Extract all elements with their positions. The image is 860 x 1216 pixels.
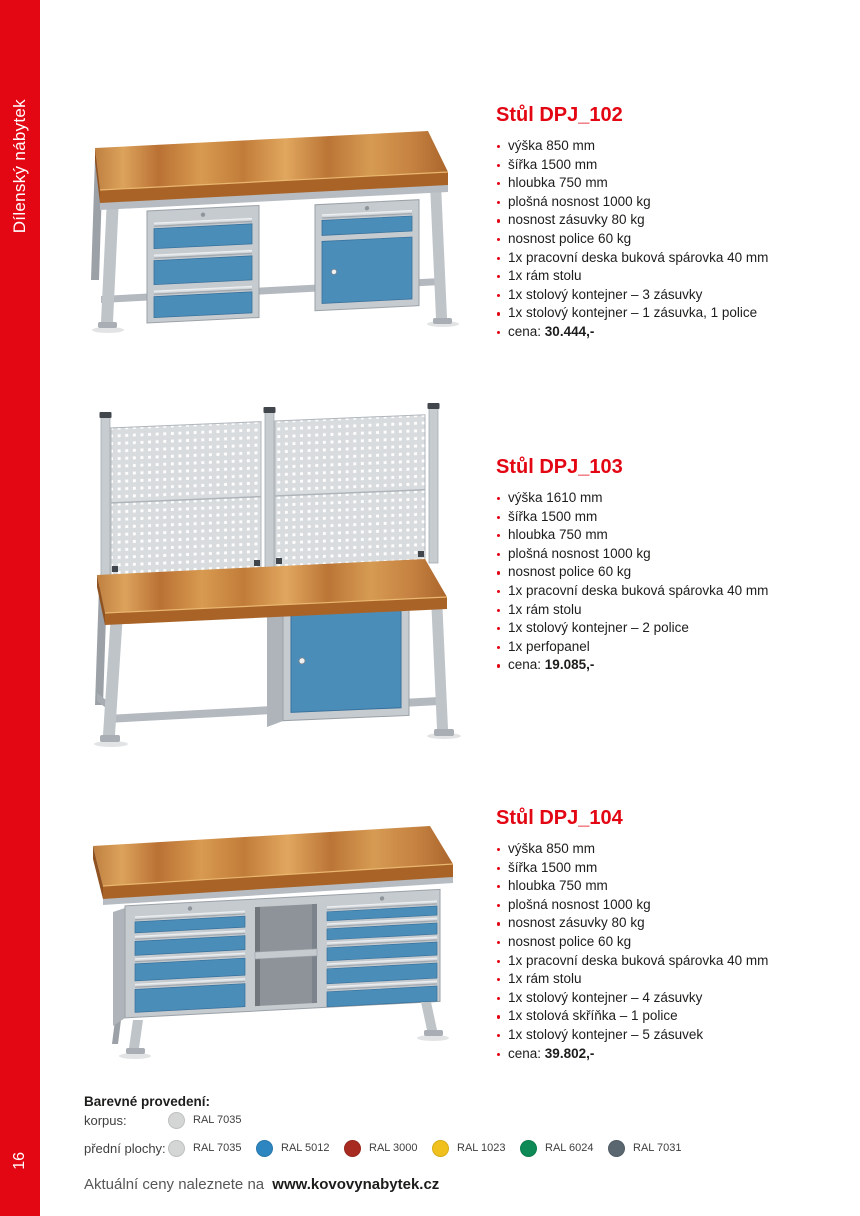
- spec-item: nosnost police 60 kg: [496, 933, 856, 952]
- product-image-dpj-102: [85, 128, 460, 353]
- sidebar-category-label: Dílenský nábytek: [10, 99, 29, 234]
- swatch-color-dot: [256, 1140, 273, 1157]
- color-row-korpus: [84, 1110, 256, 1130]
- spec-item: šířka 1500 mm: [496, 508, 856, 527]
- footer: [84, 1176, 439, 1193]
- swatch-color-dot: [608, 1140, 625, 1157]
- spec-item: 1x stolový kontejner – 1 zásuvka, 1 police: [496, 304, 856, 323]
- spec-item: 1x stolová skříňka – 1 police: [496, 1007, 856, 1026]
- spec-item: 1x stolový kontejner – 5 zásuvek: [496, 1026, 856, 1045]
- spec-item: 1x stolový kontejner – 3 zásuvky: [496, 286, 856, 305]
- color-swatch-ral-6024: [520, 1140, 608, 1157]
- spec-item: 1x rám stolu: [496, 267, 856, 286]
- price-label: cena:: [508, 1045, 542, 1061]
- price-value: 30.444,-: [544, 323, 595, 339]
- price-value: 19.085,-: [544, 657, 595, 673]
- swatch-color-dot: [168, 1112, 185, 1129]
- footer-website-link[interactable]: www.kovovynabytek.cz: [272, 1176, 440, 1193]
- spec-item: nosnost zásuvky 80 kg: [496, 914, 856, 933]
- swatch-ral-code: RAL 7031: [633, 1142, 682, 1154]
- product-price-row: [496, 323, 856, 342]
- product-price-row: [496, 1045, 856, 1064]
- product-details-dpj-102: [496, 103, 856, 342]
- color-swatch-ral-3000: [344, 1140, 432, 1157]
- product-details-dpj-103: [496, 455, 856, 675]
- product-specs-list: [496, 840, 856, 1045]
- product-title: Stůl DPJ_103: [496, 456, 623, 478]
- spec-item: 1x rám stolu: [496, 601, 856, 620]
- price-value: 39.802,-: [544, 1045, 595, 1061]
- spec-item: plošná nosnost 1000 kg: [496, 193, 856, 212]
- spec-item: 1x stolový kontejner – 4 zásuvky: [496, 989, 856, 1008]
- color-swatch-ral-7031: [608, 1140, 696, 1157]
- swatch-color-dot: [520, 1140, 537, 1157]
- swatch-ral-code: RAL 7035: [193, 1114, 242, 1126]
- swatch-ral-code: RAL 1023: [457, 1142, 506, 1154]
- colors-section-heading: Barevné provedení:: [84, 1093, 211, 1109]
- spec-item: 1x perfopanel: [496, 638, 856, 657]
- swatch-group: [168, 1112, 256, 1129]
- spec-item: 1x pracovní deska buková spárovka 40 mm: [496, 249, 856, 268]
- color-row-predni-plochy: [84, 1138, 696, 1158]
- swatch-ral-code: RAL 6024: [545, 1142, 594, 1154]
- product-price-row: [496, 656, 856, 675]
- swatch-color-dot: [432, 1140, 449, 1157]
- spec-item: hloubka 750 mm: [496, 174, 856, 193]
- page-number: 16: [11, 1152, 28, 1170]
- product-image-dpj-103: [85, 403, 470, 758]
- color-row-label: korpus:: [84, 1112, 127, 1128]
- spec-item: výška 850 mm: [496, 840, 856, 859]
- swatch-ral-code: RAL 3000: [369, 1142, 418, 1154]
- spec-item: šířka 1500 mm: [496, 156, 856, 175]
- color-swatch-ral-5012: [256, 1140, 344, 1157]
- product-details-dpj-104: [496, 806, 856, 1063]
- product-specs-list: [496, 137, 856, 323]
- sidebar: [0, 0, 40, 1216]
- color-swatch-ral-7035: [168, 1112, 256, 1129]
- spec-item: nosnost zásuvky 80 kg: [496, 211, 856, 230]
- spec-item: plošná nosnost 1000 kg: [496, 896, 856, 915]
- footer-text: Aktuální ceny naleznete na: [84, 1176, 265, 1193]
- product-title: Stůl DPJ_102: [496, 104, 623, 126]
- swatch-color-dot: [168, 1140, 185, 1157]
- price-label: cena:: [508, 323, 542, 339]
- spec-item: výška 850 mm: [496, 137, 856, 156]
- spec-item: výška 1610 mm: [496, 489, 856, 508]
- product-specs-list: [496, 489, 856, 656]
- spec-item: plošná nosnost 1000 kg: [496, 545, 856, 564]
- spec-item: 1x stolový kontejner – 2 police: [496, 619, 856, 638]
- spec-item: nosnost police 60 kg: [496, 230, 856, 249]
- product-image-dpj-104: [85, 820, 470, 1060]
- spec-item: 1x pracovní deska buková spárovka 40 mm: [496, 582, 856, 601]
- spec-item: nosnost police 60 kg: [496, 563, 856, 582]
- swatch-ral-code: RAL 5012: [281, 1142, 330, 1154]
- product-title: Stůl DPJ_104: [496, 807, 623, 829]
- spec-item: hloubka 750 mm: [496, 526, 856, 545]
- spec-item: 1x pracovní deska buková spárovka 40 mm: [496, 952, 856, 971]
- spec-item: 1x rám stolu: [496, 970, 856, 989]
- spec-item: šířka 1500 mm: [496, 859, 856, 878]
- spec-item: hloubka 750 mm: [496, 877, 856, 896]
- swatch-color-dot: [344, 1140, 361, 1157]
- color-swatch-ral-1023: [432, 1140, 520, 1157]
- swatch-ral-code: RAL 7035: [193, 1142, 242, 1154]
- color-swatch-ral-7035: [168, 1140, 256, 1157]
- color-row-label: přední plochy:: [84, 1140, 166, 1156]
- swatch-group: [168, 1140, 696, 1157]
- price-label: cena:: [508, 657, 542, 673]
